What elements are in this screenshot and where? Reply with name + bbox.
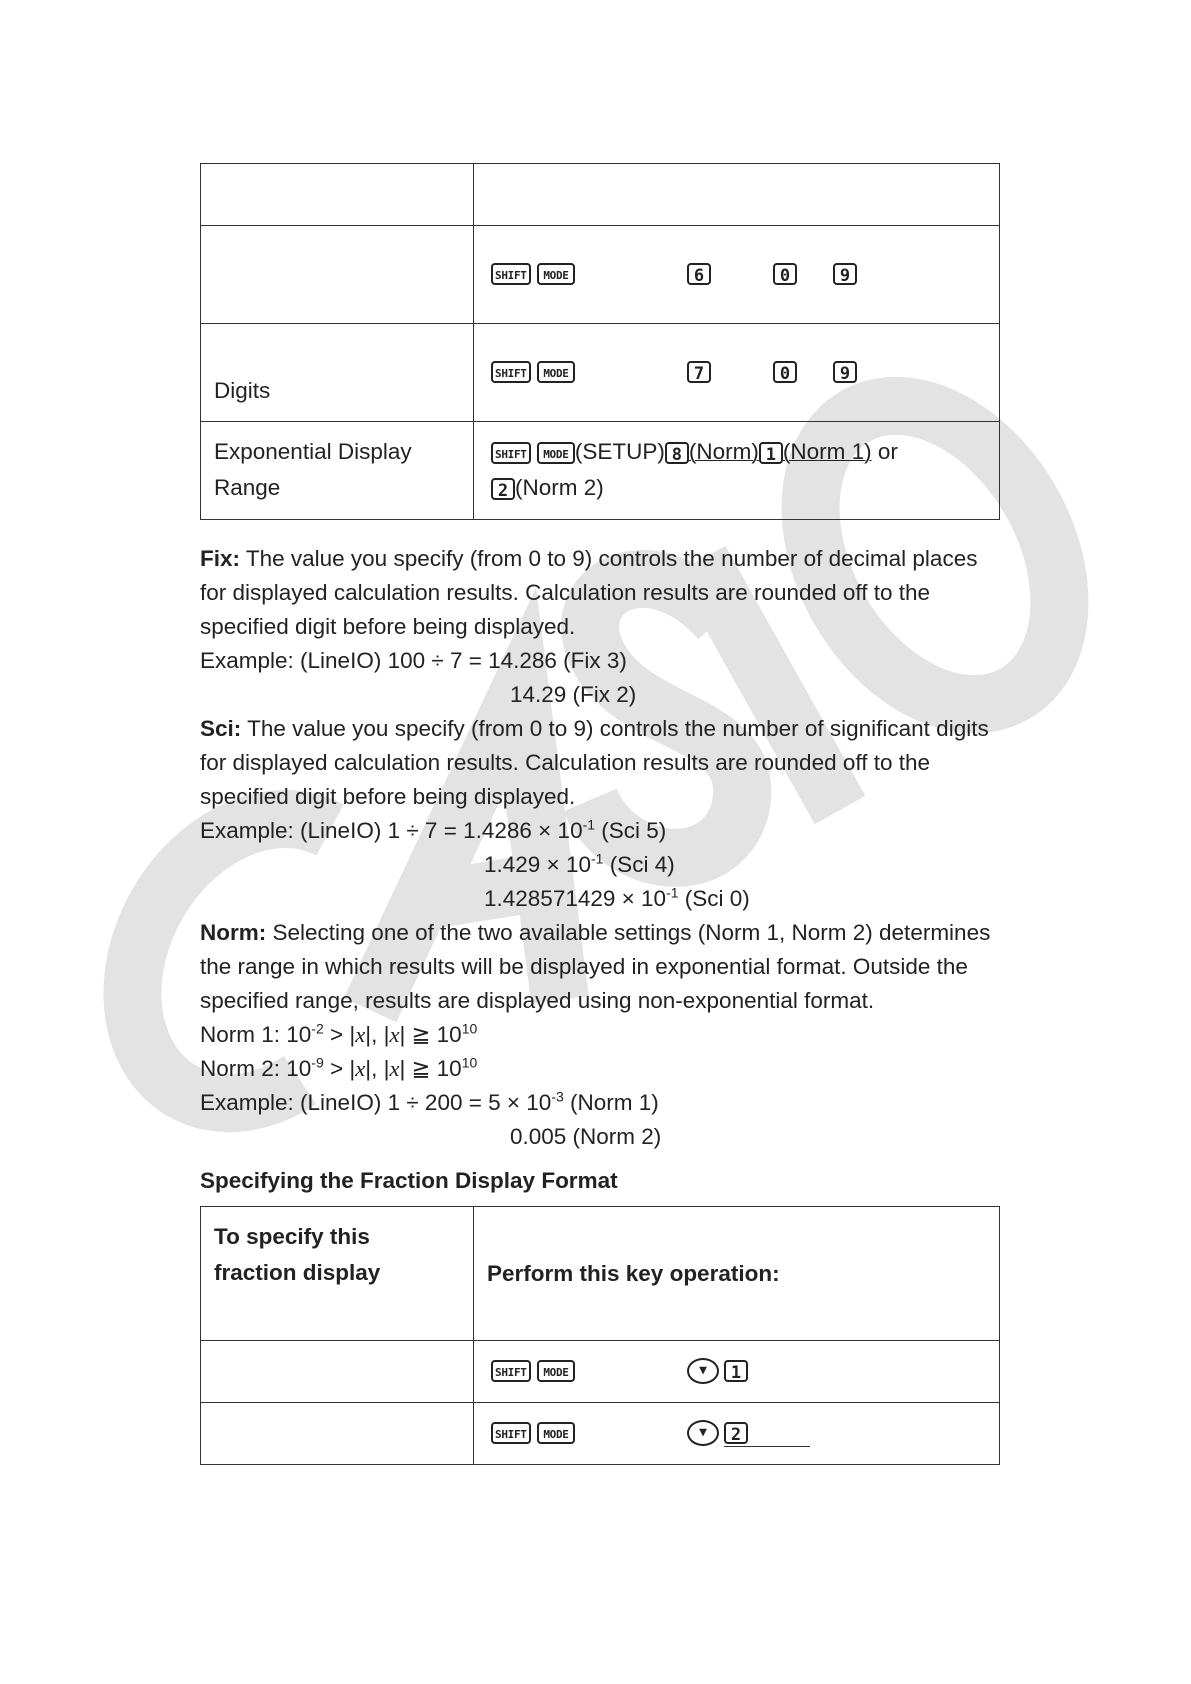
mode-key: MODE [537,442,575,464]
or-text: or [871,439,898,464]
norm-example-1: Example: (LineIO) $1 \div 200 = 5 \times 10^{-3}$ (Norm 1) [200,1088,659,1115]
table-row [201,1341,1000,1403]
norm-term: Norm: [200,920,267,945]
key-sequence [491,1419,999,1449]
sci-example-2: $1.429 \times 10^{-1}$ (Sci 4) [484,850,675,877]
fix-description: The value you specify (from 0 to 9) controls the number of decimal places for displayed calculation results. Calculation results are rounded off to the specified digit before being displayed. [200,546,978,639]
sci-term: Sci: [200,716,242,741]
key-1: 1 [724,1360,748,1382]
key-0: 0 [773,263,797,285]
math-variable-x: x [355,1056,366,1081]
key-sequence [491,358,999,388]
math-variable-x: x [389,1056,400,1081]
fix-section [200,542,1000,712]
key-0: 0 [773,361,797,383]
mode-key: MODE [537,361,575,383]
fix-example-2: 14.29 (Fix 2) [510,682,637,707]
norm-description: Selecting one of the two available settings (Norm 1, Norm 2) determines the range in which results will be displayed in exponential format. Outside the specified range, results are displayed using non-exponential format. [200,920,991,1013]
fix-example-1: Example: (LineIO) 100 ÷ 7 = 14.286 (Fix 3) [200,648,627,673]
fraction-heading: Specifying the Fraction Display Format [200,1168,618,1193]
row-label-range: Range [214,475,281,500]
table-row [201,226,1000,324]
mode-key: MODE [537,263,575,285]
norm2-range: Norm 2: $10^{-9} > |x|$, |x| ≧ $10^{10}$ [200,1054,478,1081]
key-sequence [491,260,999,290]
fraction-format-table [200,1206,1000,1465]
mode-key: MODE [537,1422,575,1444]
math-variable-x: x [355,1022,366,1047]
key-2: 2 [724,1422,748,1444]
math-variable-x: x [389,1022,400,1047]
table-row [201,164,1000,226]
sci-example-1: Example: (LineIO) $1 \div 7 = 1.4286 \times 10^{-1}$ (Sci 5) [200,816,667,843]
col2-header: Perform this key operation: [487,1260,780,1286]
key-1: 1 [759,442,783,464]
key-9: 9 [833,263,857,285]
key-sequence [491,1357,999,1387]
down-arrow-key-icon: ▼ [687,1358,719,1384]
table-row [201,422,1000,520]
mode-key: MODE [537,1360,575,1382]
table-header-row [201,1207,1000,1341]
table-row [201,324,1000,422]
col1-header-line2: fraction display [214,1260,381,1285]
fix-term: Fix: [200,546,241,571]
setup-text: (SETUP) [574,439,665,464]
key-9: 9 [833,361,857,383]
norm-example-2: 0.005 (Norm 2) [510,1124,662,1149]
shift-key: SHIFT [491,442,531,464]
shift-key: SHIFT [491,1422,531,1444]
col1-header-line1: To specify this [214,1224,370,1249]
down-arrow-key-icon: ▼ [687,1420,719,1446]
sci-description: The value you specify (from 0 to 9) controls the number of significant digits for displayed calculation results. Calculation results are rounded off to the specified digit before being displayed. [200,716,989,809]
row-label-exponential: Exponential Display [214,439,412,464]
key-6: 6 [687,263,711,285]
key-2: 2 [491,478,515,500]
norm-section [200,916,1000,1154]
page-content [200,163,1000,1465]
shift-key: SHIFT [491,263,531,285]
sci-section [200,712,1000,916]
row-label-digits: Digits [214,378,271,403]
table-row [201,1403,1000,1465]
norm1-range: Norm 1: $10^{-2} > |x|$, |x| ≧ $10^{10}$ [200,1020,478,1047]
sci-example-3: $1.428571429 \times 10^{-1}$ (Sci 0) [484,884,750,911]
norm-key-operation [474,422,999,506]
key-8: 8 [665,442,689,464]
key-7: 7 [687,361,711,383]
norm2-text: (Norm 2) [515,475,604,500]
norm1-text: (Norm 1) [782,439,872,464]
shift-key: SHIFT [491,361,531,383]
display-settings-table [200,163,1000,520]
shift-key: SHIFT [491,1360,531,1382]
norm-text: (Norm) [688,439,759,464]
